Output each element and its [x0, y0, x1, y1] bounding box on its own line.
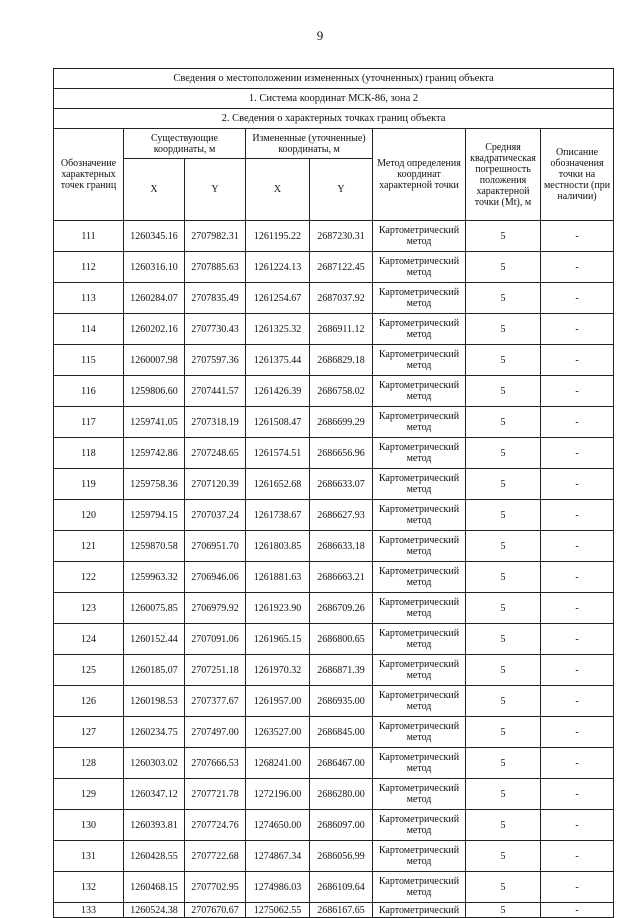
table-row — [54, 872, 614, 903]
cell-existing-y: 2707730.43 — [185, 314, 246, 345]
cell-description: - — [541, 872, 614, 903]
cell-existing-x: 1260284.07 — [124, 283, 185, 314]
cell-existing-x: 1260524.38 — [124, 903, 185, 918]
cell-changed-y: 2686829.18 — [310, 345, 373, 376]
cell-existing-y: 2707666.53 — [185, 748, 246, 779]
cell-method: Картометрический метод — [373, 500, 466, 531]
cell-changed-y: 2686633.07 — [310, 469, 373, 500]
cell-description: - — [541, 345, 614, 376]
cell-existing-y: 2707721.78 — [185, 779, 246, 810]
cell-existing-x: 1260152.44 — [124, 624, 185, 655]
cell-method: Картометрический метод — [373, 469, 466, 500]
cell-description: - — [541, 407, 614, 438]
table-row — [54, 810, 614, 841]
table-row — [54, 686, 614, 717]
cell-description: - — [541, 717, 614, 748]
cell-point-id: 128 — [54, 748, 124, 779]
table-row — [54, 438, 614, 469]
section-title: 2. Сведения о характерных точках границ объекта — [54, 109, 614, 129]
cell-changed-y: 2686109.64 — [310, 872, 373, 903]
header-description: Описание обозначения точки на местности (при наличии) — [541, 129, 614, 221]
table-row — [54, 345, 614, 376]
page-number: 9 — [316, 28, 324, 43]
cell-description: - — [541, 748, 614, 779]
cell-existing-x: 1259870.58 — [124, 531, 185, 562]
cell-accuracy: 5 — [466, 500, 541, 531]
cell-accuracy: 5 — [466, 841, 541, 872]
cell-existing-x: 1260007.98 — [124, 345, 185, 376]
cell-changed-y: 2686935.00 — [310, 686, 373, 717]
cell-existing-y: 2707670.67 — [185, 903, 246, 918]
header-accuracy: Средняя квадратическая погрешность положения характерной точки (Mt), м — [466, 129, 541, 221]
table-row — [54, 655, 614, 686]
header-method: Метод определения координат характерной точки — [373, 129, 466, 221]
cell-existing-y: 2707318.19 — [185, 407, 246, 438]
cell-changed-y: 2686627.93 — [310, 500, 373, 531]
cell-point-id: 131 — [54, 841, 124, 872]
cell-changed-y: 2686845.00 — [310, 717, 373, 748]
cell-changed-x: 1274986.03 — [246, 872, 310, 903]
cell-accuracy: 5 — [466, 593, 541, 624]
cell-existing-y: 2707724.76 — [185, 810, 246, 841]
cell-point-id: 125 — [54, 655, 124, 686]
cell-existing-x: 1259742.86 — [124, 438, 185, 469]
cell-accuracy: 5 — [466, 376, 541, 407]
cell-description: - — [541, 314, 614, 345]
cell-accuracy: 5 — [466, 407, 541, 438]
cell-description: - — [541, 655, 614, 686]
cell-method: Картометрический метод — [373, 376, 466, 407]
table-row — [54, 283, 614, 314]
cell-changed-y: 2687037.92 — [310, 283, 373, 314]
cell-accuracy: 5 — [466, 810, 541, 841]
cell-changed-x: 1261375.44 — [246, 345, 310, 376]
cell-description: - — [541, 686, 614, 717]
cell-accuracy: 5 — [466, 562, 541, 593]
cell-existing-x: 1259806.60 — [124, 376, 185, 407]
cell-accuracy: 5 — [466, 686, 541, 717]
cell-existing-x: 1260234.75 — [124, 717, 185, 748]
cell-method: Картометрический метод — [373, 221, 466, 252]
cell-changed-y: 2686467.00 — [310, 748, 373, 779]
cell-existing-y: 2707091.06 — [185, 624, 246, 655]
cell-accuracy: 5 — [466, 655, 541, 686]
cell-changed-x: 1261195.22 — [246, 221, 310, 252]
cell-existing-y: 2707377.67 — [185, 686, 246, 717]
cell-method: Картометрический метод — [373, 407, 466, 438]
cell-accuracy: 5 — [466, 438, 541, 469]
cell-existing-x: 1260303.02 — [124, 748, 185, 779]
cell-existing-x: 1260185.07 — [124, 655, 185, 686]
cell-changed-x: 1261957.00 — [246, 686, 310, 717]
cell-changed-y: 2686871.39 — [310, 655, 373, 686]
cell-description: - — [541, 500, 614, 531]
cell-accuracy: 5 — [466, 624, 541, 655]
cell-existing-x: 1260468.15 — [124, 872, 185, 903]
cell-changed-x: 1263527.00 — [246, 717, 310, 748]
cell-method: Картометрический метод — [373, 748, 466, 779]
cell-method: Картометрический метод — [373, 872, 466, 903]
cell-method: Картометрический метод — [373, 283, 466, 314]
cell-point-id: 118 — [54, 438, 124, 469]
cell-changed-y: 2686633.18 — [310, 531, 373, 562]
cell-method: Картометрический метод — [373, 314, 466, 345]
table-row — [54, 469, 614, 500]
cell-point-id: 130 — [54, 810, 124, 841]
cell-point-id: 124 — [54, 624, 124, 655]
cell-point-id: 123 — [54, 593, 124, 624]
cell-description: - — [541, 283, 614, 314]
cell-changed-x: 1261574.51 — [246, 438, 310, 469]
cell-existing-y: 2707597.36 — [185, 345, 246, 376]
cell-existing-y: 2706951.70 — [185, 531, 246, 562]
cell-existing-y: 2707251.18 — [185, 655, 246, 686]
cell-point-id: 132 — [54, 872, 124, 903]
table-row — [54, 376, 614, 407]
cell-description: - — [541, 438, 614, 469]
cell-existing-x: 1259758.36 — [124, 469, 185, 500]
cell-description: - — [541, 562, 614, 593]
cell-changed-y: 2686709.26 — [310, 593, 373, 624]
cell-existing-y: 2707037.24 — [185, 500, 246, 531]
cell-description: - — [541, 469, 614, 500]
header-point-name: Обозначение характерных точек границ — [54, 129, 124, 221]
cell-changed-x: 1261803.85 — [246, 531, 310, 562]
cell-existing-x: 1260202.16 — [124, 314, 185, 345]
cell-changed-y: 2686097.00 — [310, 810, 373, 841]
cell-method: Картометрический метод — [373, 531, 466, 562]
cell-point-id: 122 — [54, 562, 124, 593]
cell-existing-y: 2707441.57 — [185, 376, 246, 407]
cell-point-id: 116 — [54, 376, 124, 407]
cell-existing-x: 1260316.10 — [124, 252, 185, 283]
cell-existing-y: 2707835.49 — [185, 283, 246, 314]
cell-description: - — [541, 903, 614, 918]
cell-accuracy: 5 — [466, 779, 541, 810]
cell-changed-x: 1261254.67 — [246, 283, 310, 314]
cell-changed-x: 1261965.15 — [246, 624, 310, 655]
cell-changed-y: 2686167.65 — [310, 903, 373, 918]
cell-method: Картометрический метод — [373, 655, 466, 686]
cell-accuracy: 5 — [466, 531, 541, 562]
cell-point-id: 129 — [54, 779, 124, 810]
cell-description: - — [541, 841, 614, 872]
cell-changed-x: 1261508.47 — [246, 407, 310, 438]
cell-changed-y: 2686280.00 — [310, 779, 373, 810]
header-existing-y: Y — [185, 159, 246, 221]
cell-changed-y: 2686758.02 — [310, 376, 373, 407]
cell-accuracy: 5 — [466, 717, 541, 748]
cell-point-id: 115 — [54, 345, 124, 376]
cell-point-id: 120 — [54, 500, 124, 531]
table-title: Сведения о местоположении измененных (уточненных) границ объекта — [54, 69, 614, 89]
cell-changed-x: 1261426.39 — [246, 376, 310, 407]
header-existing-x: X — [124, 159, 185, 221]
cell-description: - — [541, 624, 614, 655]
cell-changed-y: 2686800.65 — [310, 624, 373, 655]
table-row — [54, 407, 614, 438]
cell-point-id: 111 — [54, 221, 124, 252]
cell-method: Картометрический метод — [373, 593, 466, 624]
cell-existing-x: 1259741.05 — [124, 407, 185, 438]
cell-description: - — [541, 593, 614, 624]
cell-method: Картометрический метод — [373, 779, 466, 810]
cell-changed-x: 1272196.00 — [246, 779, 310, 810]
cell-existing-y: 2707120.39 — [185, 469, 246, 500]
cell-changed-y: 2686911.12 — [310, 314, 373, 345]
cell-description: - — [541, 531, 614, 562]
table-row — [54, 748, 614, 779]
table-row — [54, 779, 614, 810]
cell-method: Картометрический метод — [373, 686, 466, 717]
boundary-points-table — [53, 68, 614, 918]
cell-existing-x: 1260393.81 — [124, 810, 185, 841]
cell-method: Картометрический метод — [373, 841, 466, 872]
table-row — [54, 221, 614, 252]
cell-changed-x: 1274650.00 — [246, 810, 310, 841]
cell-accuracy: 5 — [466, 221, 541, 252]
cell-changed-y: 2687122.45 — [310, 252, 373, 283]
header-changed-x: X — [246, 159, 310, 221]
cell-changed-x: 1261325.32 — [246, 314, 310, 345]
cell-changed-x: 1268241.00 — [246, 748, 310, 779]
cell-point-id: 121 — [54, 531, 124, 562]
cell-changed-x: 1261970.32 — [246, 655, 310, 686]
cell-method: Картометрический метод — [373, 624, 466, 655]
cell-changed-x: 1261881.63 — [246, 562, 310, 593]
cell-description: - — [541, 376, 614, 407]
header-changed: Измененные (уточненные) координаты, м — [246, 129, 373, 159]
table-row — [54, 593, 614, 624]
cell-accuracy: 5 — [466, 252, 541, 283]
cell-existing-x: 1260075.85 — [124, 593, 185, 624]
table-row — [54, 531, 614, 562]
cell-method: Картометрический — [373, 903, 466, 918]
cell-changed-y: 2686699.29 — [310, 407, 373, 438]
cell-point-id: 133 — [54, 903, 124, 918]
table-row — [54, 841, 614, 872]
cell-existing-x: 1259963.32 — [124, 562, 185, 593]
cell-existing-y: 2706946.06 — [185, 562, 246, 593]
cell-changed-y: 2687230.31 — [310, 221, 373, 252]
cell-accuracy: 5 — [466, 283, 541, 314]
cell-point-id: 113 — [54, 283, 124, 314]
cell-changed-y: 2686656.96 — [310, 438, 373, 469]
cell-existing-y: 2706979.92 — [185, 593, 246, 624]
cell-accuracy: 5 — [466, 469, 541, 500]
cell-point-id: 114 — [54, 314, 124, 345]
cell-existing-y: 2707497.00 — [185, 717, 246, 748]
table-row — [54, 314, 614, 345]
header-changed-y: Y — [310, 159, 373, 221]
cell-changed-y: 2686056.99 — [310, 841, 373, 872]
cell-accuracy: 5 — [466, 345, 541, 376]
cell-existing-x: 1260345.16 — [124, 221, 185, 252]
table-row — [54, 500, 614, 531]
table-row — [54, 624, 614, 655]
cell-existing-y: 2707248.65 — [185, 438, 246, 469]
cell-method: Картометрический метод — [373, 252, 466, 283]
cell-point-id: 117 — [54, 407, 124, 438]
cell-point-id: 127 — [54, 717, 124, 748]
cell-changed-y: 2686663.21 — [310, 562, 373, 593]
table-row — [54, 252, 614, 283]
cell-point-id: 119 — [54, 469, 124, 500]
coordinate-system: 1. Система координат МСК-86, зона 2 — [54, 89, 614, 109]
cell-existing-x: 1260347.12 — [124, 779, 185, 810]
cell-description: - — [541, 252, 614, 283]
cell-existing-y: 2707982.31 — [185, 221, 246, 252]
cell-changed-x: 1275062.55 — [246, 903, 310, 918]
cell-method: Картометрический метод — [373, 810, 466, 841]
cell-changed-x: 1261923.90 — [246, 593, 310, 624]
cell-description: - — [541, 221, 614, 252]
cell-method: Картометрический метод — [373, 438, 466, 469]
cell-method: Картометрический метод — [373, 562, 466, 593]
cell-existing-y: 2707722.68 — [185, 841, 246, 872]
cell-changed-x: 1274867.34 — [246, 841, 310, 872]
cell-changed-x: 1261652.68 — [246, 469, 310, 500]
cell-accuracy: 5 — [466, 903, 541, 918]
header-existing: Существующие координаты, м — [124, 129, 246, 159]
cell-changed-x: 1261224.13 — [246, 252, 310, 283]
cell-description: - — [541, 779, 614, 810]
cell-existing-y: 2707885.63 — [185, 252, 246, 283]
cell-changed-x: 1261738.67 — [246, 500, 310, 531]
cell-point-id: 112 — [54, 252, 124, 283]
cell-existing-y: 2707702.95 — [185, 872, 246, 903]
cell-point-id: 126 — [54, 686, 124, 717]
cell-accuracy: 5 — [466, 748, 541, 779]
cell-existing-x: 1259794.15 — [124, 500, 185, 531]
cell-description: - — [541, 810, 614, 841]
cell-method: Картометрический метод — [373, 345, 466, 376]
cell-accuracy: 5 — [466, 872, 541, 903]
cell-existing-x: 1260198.53 — [124, 686, 185, 717]
cell-existing-x: 1260428.55 — [124, 841, 185, 872]
cell-accuracy: 5 — [466, 314, 541, 345]
table-row — [54, 562, 614, 593]
table-row — [54, 717, 614, 748]
cell-method: Картометрический метод — [373, 717, 466, 748]
